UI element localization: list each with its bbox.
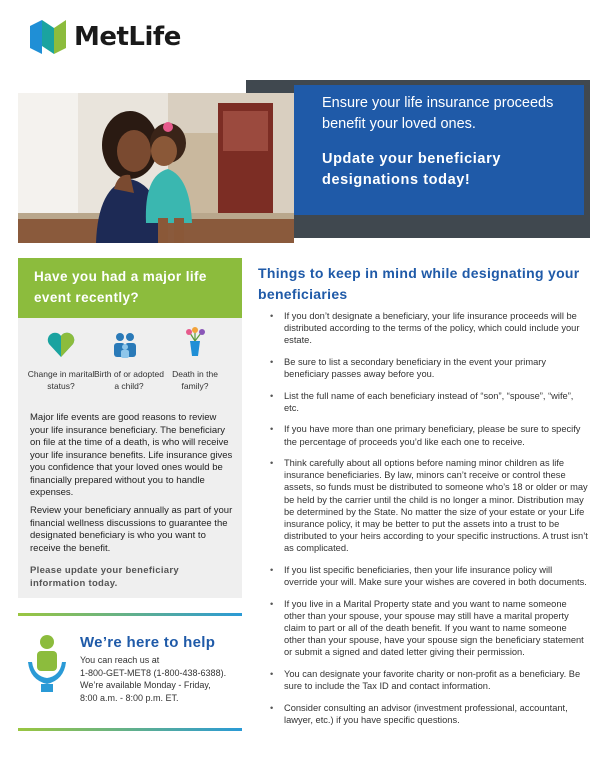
- metlife-logo-icon: [30, 20, 66, 54]
- hero-photo: [18, 93, 294, 243]
- tip-item: • If you live in a Marital Property state and you want to name someone other than your spouse, your spouse may still have a marital property claim to part or all of the death benefit. If you want to name someone other than your spouse, have your spouse sign the beneficiary statement or submit a signed and dated letter giving their permission.: [270, 598, 588, 659]
- help-line-3: We’re available Monday - Friday,: [80, 680, 211, 690]
- help-phone[interactable]: 1-800-GET-MET8 (1-800-438-6388).: [80, 667, 227, 678]
- event-label-child: Birth of or adopted a child?: [94, 369, 164, 391]
- help-divider-bottom: [18, 728, 242, 731]
- tip-item: • Consider consulting an advisor (investment professional, accountant, lawyer, etc.) if you have specific questions.: [270, 702, 588, 726]
- help-title: We’re here to help: [80, 634, 216, 651]
- tip-item: • You can designate your favorite charity or non-profit as a beneficiary. Be sure to include the Tax ID and contact information.: [270, 668, 588, 692]
- life-event-paragraph-2: Review your beneficiary annually as part of your financial wellness discussions to guarantee the designated beneficiary is who you want to receive the benefit.: [30, 505, 233, 554]
- help-contact-info: [80, 654, 250, 704]
- life-event-paragraph-1: Major life events are good reasons to review your life insurance beneficiary. The beneficiary on file at the time of a death, is who will receive your life insurance benefits. Life insurance gives you confidence that your loved ones would be financially prepared without you to handle expenses.: [30, 412, 233, 498]
- update-beneficiary-cta: Please update your beneficiary information today.: [30, 565, 179, 589]
- help-divider-top: [18, 613, 242, 616]
- tip-item: • If you don’t designate a beneficiary, your life insurance proceeds will be distributed according to the terms of the policy, which could include your estate.: [270, 310, 588, 347]
- help-hours: 8:00 a.m. - 8:00 p.m. ET.: [80, 692, 179, 703]
- tip-item: • List the full name of each beneficiary instead of “son”, “spouse”, “wife”, etc.: [270, 390, 588, 414]
- hero-call-to-action: Update your beneficiary designations today!: [322, 151, 501, 188]
- event-label-marital: Change in marital status?: [27, 369, 95, 391]
- flowers-icon: [180, 327, 210, 357]
- helping-hands-icon: [26, 632, 68, 694]
- metlife-wordmark: MetLife: [74, 22, 181, 52]
- help-line-1: You can reach us at: [80, 655, 160, 665]
- metlife-logo: [30, 20, 181, 54]
- tip-item: • If you have more than one primary beneficiary, please be sure to specify the percentage of proceeds you’d like each one to receive.: [270, 423, 588, 447]
- event-label-death: Death in the family?: [172, 369, 218, 391]
- tips-title: Things to keep in mind while designating your beneficiaries: [258, 265, 580, 302]
- hero-banner: [294, 85, 584, 215]
- hero-headline: Ensure your life insurance proceeds benefit your loved ones.: [322, 95, 554, 132]
- heart-icon: [46, 330, 76, 360]
- tip-item: • If you list specific beneficiaries, then your life insurance policy will override your will. Make sure your wishes are covered in both documents.: [270, 564, 588, 588]
- tips-list: [270, 310, 588, 735]
- tip-item: • Be sure to list a secondary beneficiary in the event your primary beneficiary passes away before you.: [270, 356, 588, 380]
- life-event-heading: Have you had a major life event recently?: [18, 258, 242, 318]
- tip-item: • Think carefully about all options before naming minor children as life insurance beneficiaries. By law, minors can’t receive or control these assets, so funds must be distributed to someone who’s 18 or older or may be held by the carrier until the child is no longer a minor. Distribution may be determined by the State. No matter the size of your estate or your Life insurance policy, it may be better to put the assets into a trust to be distributed to your heirs according to your specific instructions. A trust isn’t as complicated.: [270, 457, 588, 555]
- family-icon: [110, 330, 140, 360]
